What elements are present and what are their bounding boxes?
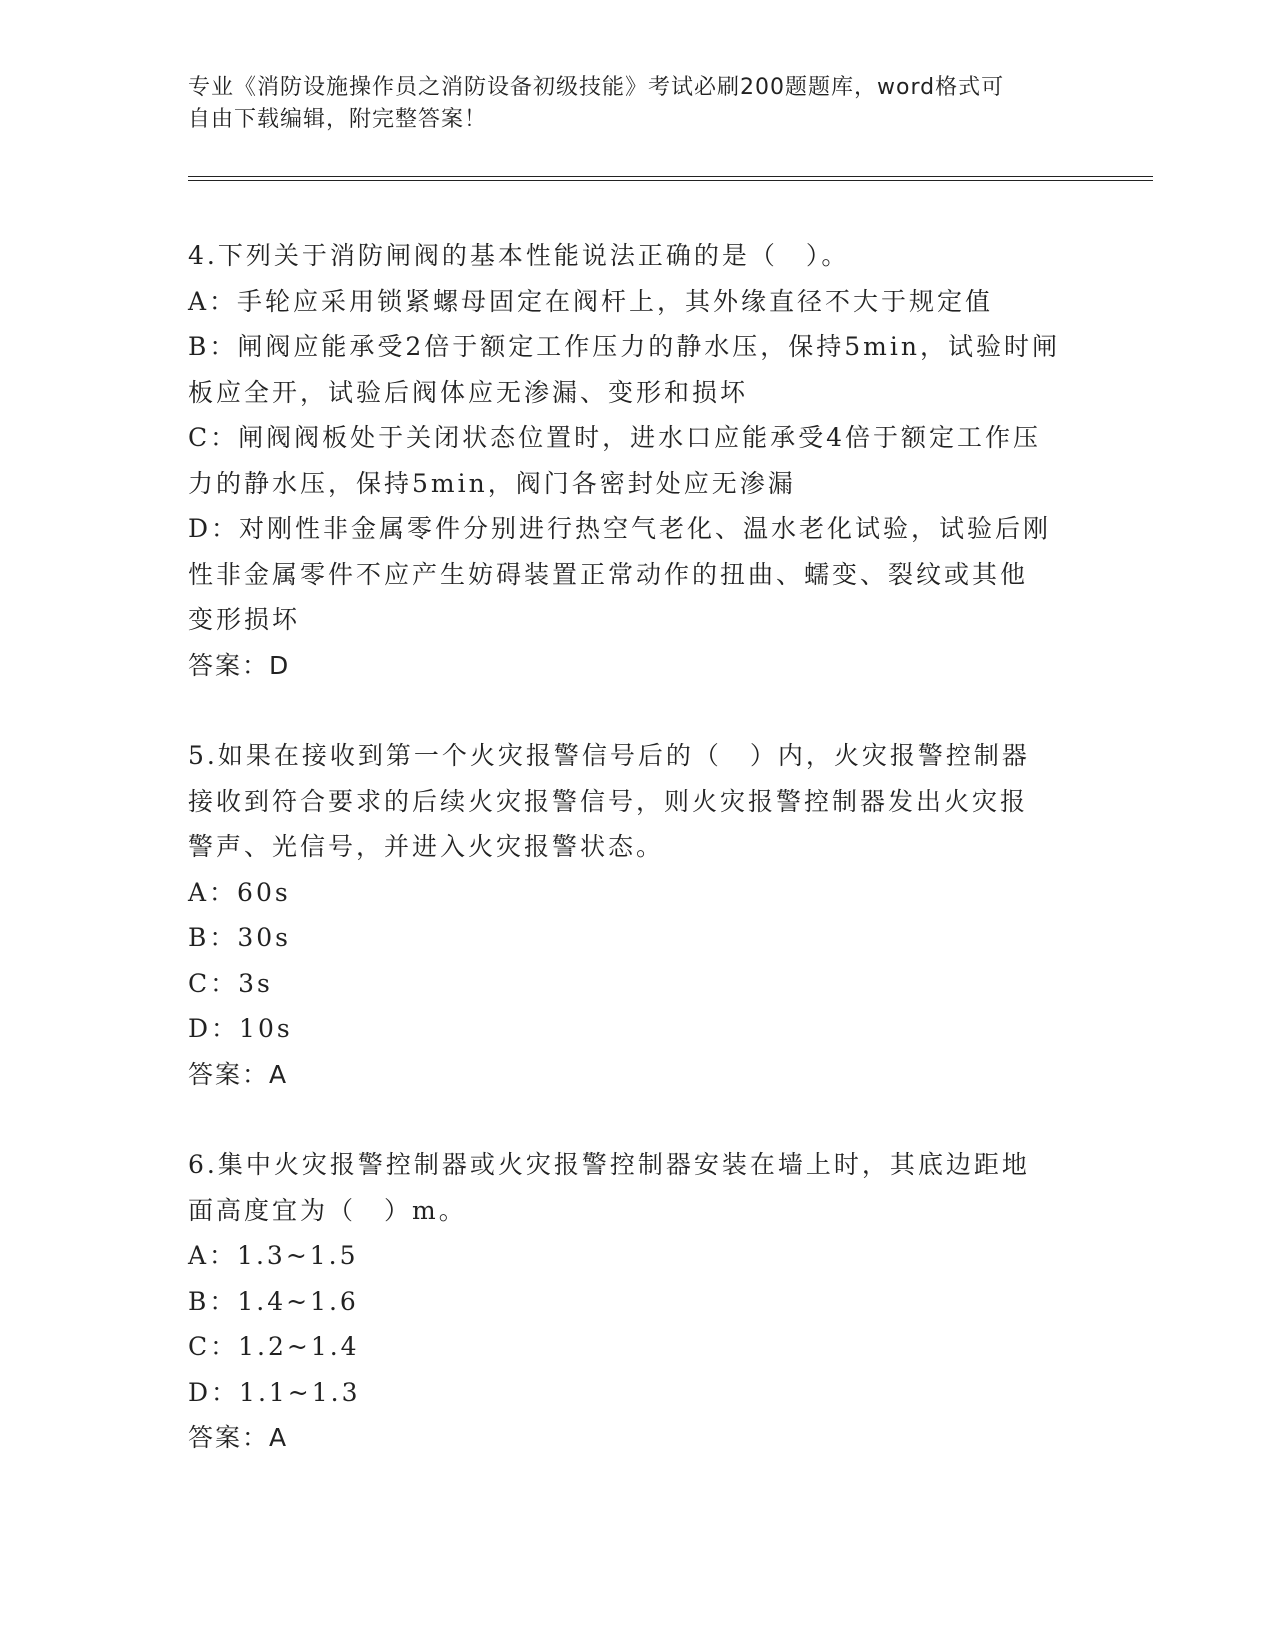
header-line-2: 自由下载编辑，附完整答案！ xyxy=(188,107,488,132)
question-6 xyxy=(188,1142,1068,1461)
header-line-1: 专业《消防设施操作员之消防设备初级技能》考试必刷200题题库，word格式可 xyxy=(188,75,1005,100)
option-line: A：60s xyxy=(188,877,291,907)
option-line: 力的静水压，保持5min，阀门各密封处应无渗漏 xyxy=(188,468,796,498)
option-line: C：闸阀阀板处于关闭状态位置时，进水口应能承受4倍于额定工作压 xyxy=(188,423,1042,452)
answer-line: 答案：D xyxy=(188,650,291,680)
question-stem-line: 5.如果在接收到第一个火灾报警信号后的（ ）内，火灾报警控制器 xyxy=(188,741,1030,770)
option-line: D：1.1~1.3 xyxy=(188,1377,361,1407)
option-line: A：1.3~1.5 xyxy=(188,1241,359,1270)
question-list xyxy=(188,233,1068,1506)
document-header xyxy=(188,72,1088,136)
option-line: D：对刚性非金属零件分别进行热空气老化、温水老化试验，试验后刚 xyxy=(188,514,1052,543)
question-5 xyxy=(188,733,1068,1097)
option-line: 性非金属零件不应产生妨碍装置正常动作的扭曲、蠕变、裂纹或其他 xyxy=(188,559,1029,589)
answer-line: 答案：A xyxy=(188,1059,289,1089)
question-stem-line: 警声、光信号，并进入火灾报警状态。 xyxy=(188,832,665,861)
option-line: C：1.2~1.4 xyxy=(188,1332,360,1361)
option-line: A：手轮应采用锁紧螺母固定在阀杆上，其外缘直径不大于规定值 xyxy=(188,286,994,316)
header-double-rule xyxy=(188,176,1153,181)
question-4 xyxy=(188,233,1068,688)
option-line: B：1.4~1.6 xyxy=(188,1286,359,1316)
question-stem-line: 6.集中火灾报警控制器或火灾报警控制器安装在墙上时，其底边距地 xyxy=(188,1150,1030,1179)
question-stem-line: 面高度宜为（ ）m。 xyxy=(188,1195,467,1225)
option-line: 变形损坏 xyxy=(188,605,301,634)
question-stem-line: 接收到符合要求的后续火灾报警信号，则火灾报警控制器发出火灾报 xyxy=(188,786,1029,816)
answer-line: 答案：A xyxy=(188,1423,289,1452)
option-line: B：闸阀应能承受2倍于额定工作压力的静水压，保持5min，试验时闸 xyxy=(188,332,1060,361)
option-line: B：30s xyxy=(188,923,292,952)
option-line: 板应全开，试验后阀体应无渗漏、变形和损坏 xyxy=(188,377,749,407)
question-stem-line: 4.下列关于消防闸阀的基本性能说法正确的是（ ）。 xyxy=(188,241,850,270)
option-line: C：3s xyxy=(188,968,273,998)
option-line: D：10s xyxy=(188,1014,293,1043)
